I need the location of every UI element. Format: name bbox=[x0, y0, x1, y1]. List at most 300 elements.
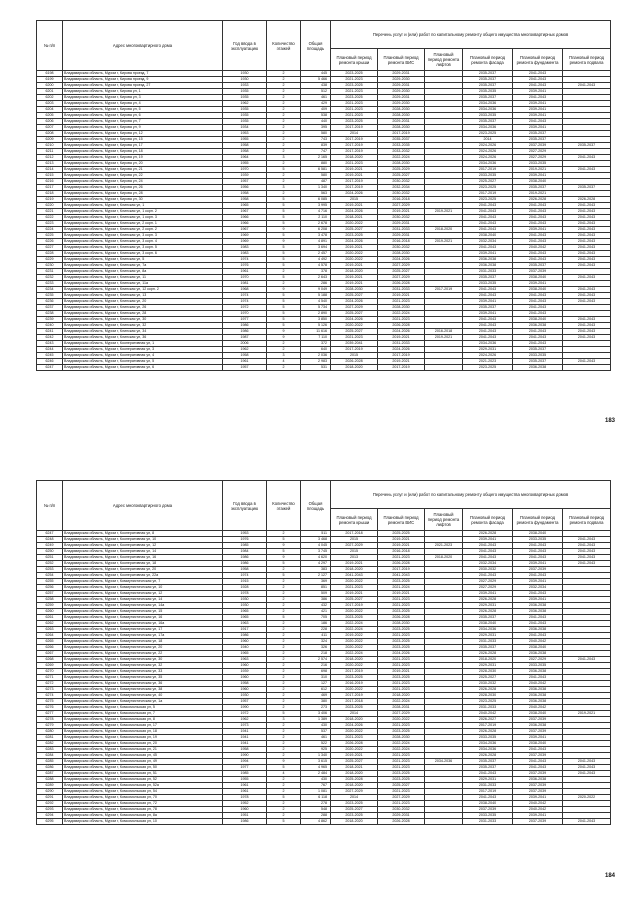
header-basement: Плановый период ремонта подвала bbox=[563, 49, 611, 71]
table-cell: 2027-2029 bbox=[463, 579, 513, 585]
table-cell: Владимирская область, Муром г, Клинская ул, 8а bbox=[63, 269, 223, 275]
table-cell: 2027-2029 bbox=[513, 149, 563, 155]
table-cell: 2017-2019 bbox=[331, 137, 378, 143]
table-cell: Владимирская область, Муром г, Кирова ул, 20 bbox=[63, 161, 223, 167]
table-cell: 2041-2043 bbox=[463, 555, 513, 561]
table-cell: 2015 bbox=[331, 197, 378, 203]
table-cell: 2021-2023 bbox=[378, 753, 425, 759]
table-cell: 2019-2021 bbox=[425, 209, 463, 215]
table-cell: 2022-2024 bbox=[331, 621, 378, 627]
table-cell bbox=[563, 365, 611, 371]
table-cell: 2 bbox=[267, 675, 301, 681]
table-cell: 1934 bbox=[223, 125, 267, 131]
table-cell: 2 bbox=[267, 531, 301, 537]
table-cell: 2041-2043 bbox=[563, 287, 611, 293]
table-cell: 1939 bbox=[223, 669, 267, 675]
table-cell: 2020-2022 bbox=[331, 663, 378, 669]
table-cell: 2034-2036 bbox=[463, 741, 513, 747]
table-cell: 5 bbox=[267, 251, 301, 257]
table-cell: 2017-2019 bbox=[378, 567, 425, 573]
table-cell: 2026-2028 bbox=[463, 531, 513, 537]
table-cell: 2026-2028 bbox=[378, 281, 425, 287]
table-cell: 5 bbox=[267, 245, 301, 251]
table-cell: 2026-2028 bbox=[463, 597, 513, 603]
table-cell: 2022-2024 bbox=[378, 155, 425, 161]
table-cell: 538 bbox=[301, 113, 331, 119]
table-cell: 6210 bbox=[37, 143, 63, 149]
table-cell: 2027-2029 bbox=[331, 543, 378, 549]
capital-repair-table-1 bbox=[36, 20, 611, 371]
table-cell: 1953 bbox=[223, 131, 267, 137]
table-cell: 2023-2025 bbox=[331, 675, 378, 681]
table-cell: 2019-2021 bbox=[425, 239, 463, 245]
table-cell: Владимирская область, Муром г, Комсомольская ул, 70 bbox=[63, 795, 223, 801]
table-cell: 2026-2028 bbox=[463, 609, 513, 615]
table-cell: 2 bbox=[267, 365, 301, 371]
table-cell: 2038-2040 bbox=[513, 287, 563, 293]
table-cell: Владимирская область, Муром г, Кооперативная ул, 20 bbox=[63, 567, 223, 573]
table-cell: Владимирская область, Муром г, Комсомольская ул, 7 bbox=[63, 711, 223, 717]
table-cell: Владимирская область, Муром г, Клинская ул, 13 bbox=[63, 293, 223, 299]
table-cell: 9 bbox=[267, 227, 301, 233]
table-cell: 2028-2030 bbox=[378, 107, 425, 113]
table-cell: 1977 bbox=[223, 317, 267, 323]
table-cell: 2023-2025 bbox=[331, 705, 378, 711]
table-cell: 2029-2031 bbox=[378, 813, 425, 819]
table-cell: 6287 bbox=[37, 771, 63, 777]
table-cell: 2041-2043 bbox=[563, 299, 611, 305]
table-cell: 2039-2041 bbox=[513, 597, 563, 603]
table-cell: 2026-2027 bbox=[463, 717, 513, 723]
table-cell: 2024-2026 bbox=[463, 149, 513, 155]
table-cell: 2041-2043 bbox=[513, 311, 563, 317]
table-cell: 2041-2043 bbox=[563, 263, 611, 269]
table-cell: 580 bbox=[301, 173, 331, 179]
table-cell: 2015 bbox=[331, 549, 378, 555]
table-cell: 5 466 bbox=[301, 77, 331, 83]
table-cell: 9 bbox=[267, 329, 301, 335]
table-cell: 6281 bbox=[37, 735, 63, 741]
table-cell: 6276 bbox=[37, 705, 63, 711]
table-cell: Владимирская область, Муром г, Кооперативная ул, 16 bbox=[63, 555, 223, 561]
table-cell: 2025-2027 bbox=[463, 179, 513, 185]
page-number: 183 bbox=[605, 418, 616, 424]
table-cell: 216 bbox=[301, 663, 331, 669]
table-cell: 1915 bbox=[223, 579, 267, 585]
table-cell: 2033-2035 bbox=[513, 161, 563, 167]
table-cell: 2 036 bbox=[301, 353, 331, 359]
table-cell: 2017-2019 bbox=[378, 365, 425, 371]
header-lift: Плановый период ремонта лифтов bbox=[425, 509, 463, 531]
table-cell: 286 bbox=[301, 281, 331, 287]
table-cell: Владимирская область, Муром г, Кирова ул, 30 bbox=[63, 197, 223, 203]
table-cell: 2034-2036 bbox=[463, 125, 513, 131]
table-cell: 6282 bbox=[37, 741, 63, 747]
table-cell: 2036-2038 bbox=[513, 323, 563, 329]
table-cell: 6 208 bbox=[301, 227, 331, 233]
table-cell: 2039-2041 bbox=[513, 281, 563, 287]
table-cell: Владимирская область, Муром г, Кирова ул, 17 bbox=[63, 143, 223, 149]
table-cell: 2023-2025 bbox=[378, 627, 425, 633]
table-cell: Владимирская область, Муром г, Кооперативная ул, 8 bbox=[63, 531, 223, 537]
table-cell: Владимирская область, Муром г, Клинская ул, 1 корп. 3 bbox=[63, 215, 223, 221]
table-cell: 1960 bbox=[223, 687, 267, 693]
table-cell: 1990 bbox=[223, 705, 267, 711]
table-cell: 2041-2043 bbox=[513, 305, 563, 311]
table-header bbox=[37, 21, 611, 71]
table-cell: 2024-2026 bbox=[331, 317, 378, 323]
table-cell: 430 bbox=[301, 777, 331, 783]
table-cell: 2041-2043 bbox=[563, 549, 611, 555]
table-cell: 2021-2023 bbox=[378, 723, 425, 729]
table-cell: Владимирская область, Муром г, Комсомольская ул, 8 bbox=[63, 717, 223, 723]
table-cell: 2 678 bbox=[301, 221, 331, 227]
table-cell: 6279 bbox=[37, 723, 63, 729]
table-cell: 2033-2035 bbox=[463, 813, 513, 819]
table-cell: 1935 bbox=[223, 113, 267, 119]
table-cell: 2 bbox=[267, 281, 301, 287]
table-cell: Владимирская область, Муром г, Коммунистическая ул, 17 bbox=[63, 627, 223, 633]
table-cell: 5 734 bbox=[301, 305, 331, 311]
table-cell: 2021-2023 bbox=[378, 687, 425, 693]
table-cell: 6231 bbox=[37, 269, 63, 275]
table-cell: 2018-2020 bbox=[378, 693, 425, 699]
table-cell: 2034-2036 bbox=[463, 101, 513, 107]
table-cell: 2 bbox=[267, 807, 301, 813]
table-cell: 6263 bbox=[37, 627, 63, 633]
table-cell: 5 bbox=[267, 711, 301, 717]
table-cell: 2 bbox=[267, 137, 301, 143]
table-cell: Владимирская область, Муром г, Кооперативная ул, 22а bbox=[63, 573, 223, 579]
table-cell: 2 bbox=[267, 591, 301, 597]
table-cell: 1986 bbox=[223, 555, 267, 561]
table-cell: 2027-2029 bbox=[513, 657, 563, 663]
table-cell: 2028-2030 bbox=[378, 735, 425, 741]
table-cell: 2038-2040 bbox=[513, 275, 563, 281]
table-cell: Владимирская область, Муром г, Коммунистическая ул, 17а bbox=[63, 633, 223, 639]
table-cell: 1978 bbox=[223, 591, 267, 597]
table-cell: 2037-2039 bbox=[513, 717, 563, 723]
table-cell: Владимирская область, Муром г, Клинская ул, 3 корп. 3 bbox=[63, 233, 223, 239]
table-cell: 2018-2021 bbox=[331, 215, 378, 221]
header-basement: Плановый период ремонта подвала bbox=[563, 509, 611, 531]
table-cell: Владимирская область, Муром г, Кирова ул, 24 bbox=[63, 179, 223, 185]
table-cell: 2030-2032 bbox=[463, 681, 513, 687]
table-cell: 2035-2037 bbox=[513, 131, 563, 137]
table-cell: 6260 bbox=[37, 609, 63, 615]
table-cell: 2041-2043 bbox=[563, 819, 611, 825]
table-cell: 2029-2031 bbox=[378, 83, 425, 89]
table-cell: 2013 bbox=[331, 555, 378, 561]
table-cell: 2038-2040 bbox=[463, 233, 513, 239]
table-cell: 2041-2043 bbox=[463, 329, 513, 335]
table-cell: 2 bbox=[267, 173, 301, 179]
table-cell: 2041-2043 bbox=[378, 573, 425, 579]
table-cell: 2035-2037 bbox=[463, 765, 513, 771]
table-cell: 6 118 bbox=[301, 795, 331, 801]
table-cell: 2039-2041 bbox=[513, 561, 563, 567]
table-cell: 2041-2043 bbox=[563, 561, 611, 567]
table-cell: 1986 bbox=[223, 633, 267, 639]
table-cell: 2021-2024 bbox=[378, 585, 425, 591]
table-cell: 1960 bbox=[223, 807, 267, 813]
table-cell: 1986 bbox=[223, 819, 267, 825]
header-lift: Плановый период ремонта лифтов bbox=[425, 49, 463, 71]
table-cell: 228 bbox=[301, 627, 331, 633]
table-cell: 5 bbox=[267, 615, 301, 621]
table-cell: 6265 bbox=[37, 639, 63, 645]
table-cell: 2028-2030 bbox=[378, 113, 425, 119]
table-cell: 6223 bbox=[37, 221, 63, 227]
table-cell: Владимирская область, Муром г, Коммунистическая ул, 10 bbox=[63, 585, 223, 591]
table-cell: 2041-2043 bbox=[513, 239, 563, 245]
table-cell: 1990 bbox=[223, 753, 267, 759]
table-cell: 2041-2043 bbox=[463, 245, 513, 251]
table-cell: 186 bbox=[301, 621, 331, 627]
table-cell: 6248 bbox=[37, 537, 63, 543]
table-cell: 2035-2037 bbox=[513, 263, 563, 269]
table-cell: 2024-2026 bbox=[463, 353, 513, 359]
header-address: Адрес многоквартирного дома bbox=[63, 481, 223, 531]
table-cell: 2032-2034 bbox=[463, 239, 513, 245]
table-cell: 2038-2040 bbox=[513, 741, 563, 747]
table-cell: 2 bbox=[267, 113, 301, 119]
table-cell: 2035-2037 bbox=[513, 185, 563, 191]
table-cell: 2038-2040 bbox=[513, 179, 563, 185]
table-cell: 2018-2020 bbox=[425, 555, 463, 561]
table-cell: 512 bbox=[301, 89, 331, 95]
table-cell: 6225 bbox=[37, 233, 63, 239]
table-cell: 6288 bbox=[37, 777, 63, 783]
table-cell: 2024-2026 bbox=[463, 155, 513, 161]
table-cell: 2016-2018 bbox=[378, 239, 425, 245]
table-cell: 2039-2041 bbox=[463, 311, 513, 317]
header-facade: Плановый период ремонта фасада bbox=[463, 509, 513, 531]
table-cell: 3 406 bbox=[301, 711, 331, 717]
table-cell: 1939 bbox=[223, 173, 267, 179]
table-cell: 2022-2024 bbox=[378, 747, 425, 753]
table-cell: Владимирская область, Муром г, Комсомольская ул, 51 bbox=[63, 771, 223, 777]
table-cell: 2017-2019 bbox=[463, 723, 513, 729]
table-cell: 2039-2041 bbox=[513, 89, 563, 95]
table-cell: 2041-2043 bbox=[563, 293, 611, 299]
table-cell: Владимирская область, Муром г, Кооперативная ул, 6 bbox=[63, 365, 223, 371]
table-cell: 612 bbox=[301, 687, 331, 693]
table-cell: 2021-2023 bbox=[378, 317, 425, 323]
table-cell: 2 bbox=[267, 669, 301, 675]
table-cell: 2041-2043 bbox=[513, 119, 563, 125]
table-cell: 5 bbox=[267, 293, 301, 299]
table-cell: 2038-2040 bbox=[513, 531, 563, 537]
table-cell: 6206 bbox=[37, 119, 63, 125]
table-cell: 2028-2030 bbox=[463, 669, 513, 675]
table-cell: 6253 bbox=[37, 567, 63, 573]
table-cell: 2020-2022 bbox=[331, 323, 378, 329]
table-cell: 5 bbox=[267, 215, 301, 221]
table-cell: 2031-2033 bbox=[463, 269, 513, 275]
table-cell: 1994 bbox=[223, 759, 267, 765]
table-cell: 2021-2023 bbox=[378, 657, 425, 663]
table-cell: 2021-2023 bbox=[378, 681, 425, 687]
table-cell: 5 bbox=[267, 819, 301, 825]
table-cell: 1984 bbox=[223, 549, 267, 555]
table-cell: 2 bbox=[267, 687, 301, 693]
table-cell: Владимирская область, Муром г, Кирова ул, 19 bbox=[63, 155, 223, 161]
table-cell: 461 bbox=[301, 735, 331, 741]
table-cell: Владимирская область, Муром г, Коммунистическая ул, 40 bbox=[63, 693, 223, 699]
table-cell: 409 bbox=[301, 107, 331, 113]
table-cell: 4 bbox=[267, 359, 301, 365]
table-cell: 1917 bbox=[223, 627, 267, 633]
table-cell: 1941 bbox=[223, 735, 267, 741]
table-cell: 2037-2039 bbox=[513, 789, 563, 795]
table-cell: 1965 bbox=[223, 651, 267, 657]
table-cell: Владимирская область, Муром г, Кооперативная ул, 5 bbox=[63, 359, 223, 365]
table-cell: 1961 bbox=[223, 359, 267, 365]
table-cell: 2020-2022 bbox=[331, 639, 378, 645]
table-cell: 2019-2021 bbox=[563, 711, 611, 717]
table-cell: 4 716 bbox=[301, 209, 331, 215]
table-cell: 2028-2030 bbox=[463, 693, 513, 699]
table-cell: 1958 bbox=[223, 197, 267, 203]
table-cell: 1953 bbox=[223, 531, 267, 537]
table-cell: 2020-2022 bbox=[331, 645, 378, 651]
table-cell: Владимирская область, Муром г, Кирова проезд, 7 bbox=[63, 71, 223, 77]
table-cell: 2019-2021 bbox=[378, 669, 425, 675]
table-cell: Владимирская область, Муром г, Кирова ул, 28 bbox=[63, 191, 223, 197]
table-cell: 2026-2028 bbox=[378, 615, 425, 621]
table-cell: 6245 bbox=[37, 353, 63, 359]
table-cell: 5 bbox=[267, 317, 301, 323]
table-cell: 2018-2020 bbox=[425, 227, 463, 233]
table-cell: 2041-2043 bbox=[513, 335, 563, 341]
header-num: № п/п bbox=[37, 21, 63, 71]
table-cell: 5 bbox=[267, 323, 301, 329]
table-cell: 2033-2035 bbox=[513, 353, 563, 359]
table-cell: Владимирская область, Муром г, Кирова ул, 15 bbox=[63, 137, 223, 143]
table-cell: 2025-2027 bbox=[378, 173, 425, 179]
table-cell: 2041-2043 bbox=[513, 759, 563, 765]
table-cell: 6241 bbox=[37, 329, 63, 335]
table-cell: 548 bbox=[301, 807, 331, 813]
table-cell: 2014 bbox=[331, 711, 378, 717]
table-cell: 6220 bbox=[37, 203, 63, 209]
table-cell: 1969 bbox=[223, 239, 267, 245]
table-cell: 2036-2038 bbox=[513, 603, 563, 609]
table-cell: 2030-2032 bbox=[378, 191, 425, 197]
table-cell: 2 bbox=[267, 107, 301, 113]
table-cell: 2024-2026 bbox=[331, 299, 378, 305]
table-cell: 705 bbox=[301, 615, 331, 621]
table-cell: 2038-2040 bbox=[463, 801, 513, 807]
table-cell: 2019-2021 bbox=[331, 203, 378, 209]
table-cell: 3 745 bbox=[301, 549, 331, 555]
table-cell: 3 bbox=[267, 155, 301, 161]
table-cell: 6234 bbox=[37, 287, 63, 293]
table-cell: 2014 bbox=[331, 795, 378, 801]
table-cell: 2041-2043 bbox=[563, 329, 611, 335]
table-cell: 2018-2020 bbox=[331, 155, 378, 161]
table-cell: 2037-2039 bbox=[513, 729, 563, 735]
table-cell: 2019-2021 bbox=[331, 263, 378, 269]
table-cell: 2028-2030 bbox=[378, 305, 425, 311]
table-cell: 6271 bbox=[37, 675, 63, 681]
table-cell: 440 bbox=[301, 119, 331, 125]
table-cell: Владимирская область, Муром г, Комсомольская ул, 17 bbox=[63, 723, 223, 729]
table-cell: 2036-2038 bbox=[463, 257, 513, 263]
header-year: Год ввода в эксплуатацию bbox=[223, 481, 267, 531]
table-cell: 7 110 bbox=[301, 335, 331, 341]
table-cell: 3 694 bbox=[301, 245, 331, 251]
table-cell: 2016-2018 bbox=[378, 197, 425, 203]
table-cell: 2034-2036 bbox=[463, 341, 513, 347]
table-cell: 2041-2043 bbox=[513, 747, 563, 753]
table-cell: 2041-2043 bbox=[563, 275, 611, 281]
table-cell: 2021-2023 bbox=[378, 789, 425, 795]
table-cell: 6264 bbox=[37, 633, 63, 639]
header-area: Общая площадь bbox=[301, 481, 331, 531]
table-cell: 1965 bbox=[223, 609, 267, 615]
table-cell: 5 bbox=[267, 263, 301, 269]
table-cell: 5 bbox=[267, 203, 301, 209]
table-cell: 2014 bbox=[331, 131, 378, 137]
table-cell: 1957 bbox=[223, 179, 267, 185]
table-cell: 6202 bbox=[37, 95, 63, 101]
table-cell: 2 bbox=[267, 729, 301, 735]
table-cell: 2019-2021 bbox=[513, 167, 563, 173]
table-cell: 2020-2022 bbox=[331, 687, 378, 693]
table-cell: 4 bbox=[267, 771, 301, 777]
table-cell: 2025-2027 bbox=[331, 329, 378, 335]
table-cell: 6233 bbox=[37, 281, 63, 287]
table-cell: 1960 bbox=[223, 675, 267, 681]
table-cell: 2035-2037 bbox=[463, 77, 513, 83]
table-cell: 2041-2043 bbox=[563, 245, 611, 251]
table-cell: 2032-2034 bbox=[513, 585, 563, 591]
table-cell: 1955 bbox=[223, 161, 267, 167]
table-cell: 2041-2043 bbox=[463, 543, 513, 549]
header-floors: Количество этажей bbox=[267, 21, 301, 71]
table-cell: 2035-2037 bbox=[463, 275, 513, 281]
table-cell: 2021-2023 bbox=[331, 113, 378, 119]
table-cell: 2029-2030 bbox=[378, 77, 425, 83]
table-cell: 2032-2034 bbox=[378, 185, 425, 191]
table-cell: 1930 bbox=[223, 597, 267, 603]
table-cell: 9 bbox=[267, 287, 301, 293]
table-cell: Владимирская область, Муром г, Клинская ул, 2 корп. 2 bbox=[63, 227, 223, 233]
table-cell: 6213 bbox=[37, 161, 63, 167]
table-cell: 1976 bbox=[223, 263, 267, 269]
table-cell: 2025-2028 bbox=[331, 777, 378, 783]
table-cell: Владимирская область, Муром г, Кирова ул, 12 bbox=[63, 131, 223, 137]
table-cell: 2035-2037 bbox=[513, 347, 563, 353]
table-cell: 1967 bbox=[223, 227, 267, 233]
table-cell: 2 bbox=[267, 77, 301, 83]
table-cell: 2 bbox=[267, 735, 301, 741]
table-cell: 6275 bbox=[37, 699, 63, 705]
table-cell: 2039-2041 bbox=[513, 173, 563, 179]
table-cell: 9 bbox=[267, 555, 301, 561]
table-cell: 1972 bbox=[223, 711, 267, 717]
table-cell: 2017-2019 bbox=[463, 789, 513, 795]
table-cell: 6270 bbox=[37, 669, 63, 675]
table-cell: 2 bbox=[267, 101, 301, 107]
table-cell: 380 bbox=[301, 699, 331, 705]
table-cell: 2029-2030 bbox=[378, 101, 425, 107]
table-cell: 2020-2022 bbox=[331, 221, 378, 227]
table-cell: 2019-2021 bbox=[378, 543, 425, 549]
table-cell: 1966 bbox=[223, 215, 267, 221]
